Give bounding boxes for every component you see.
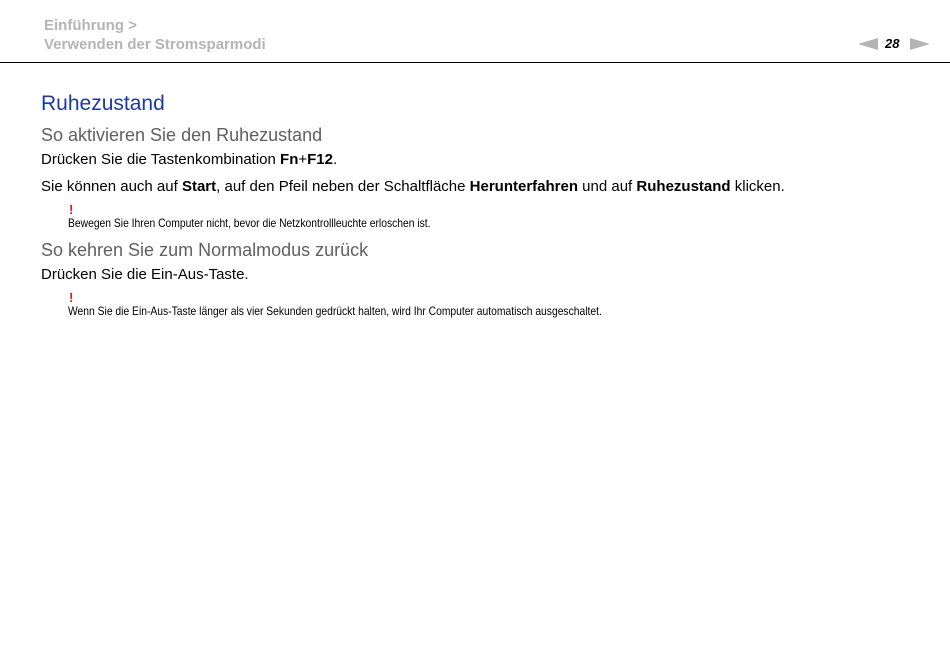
triangle-left-icon[interactable] <box>858 38 878 50</box>
warning-note <box>68 292 921 319</box>
warning-note <box>68 204 921 231</box>
instruction-key-combo <box>41 150 921 169</box>
warning-text: Wenn Sie die Ein-Aus-Taste länger als vier Sekunden gedrückt halten, wird Ihr Computer automatisch ausgeschaltet. <box>68 304 602 318</box>
text: Drücken Sie die Tastenkombination <box>41 151 281 168</box>
term-hibernate: Ruhezustand <box>636 178 731 195</box>
exclamation-icon: ! <box>69 290 74 305</box>
instruction-power-button: Drücken Sie die Ein-Aus-Taste. <box>41 266 249 283</box>
term-shutdown: Herunterfahren <box>469 178 579 195</box>
header-divider <box>0 62 950 63</box>
term-start: Start <box>181 178 217 195</box>
main-content <box>41 91 921 327</box>
subsection-heading-activate: So aktivieren Sie den Ruhezustand <box>41 125 323 145</box>
section-title: Ruhezustand <box>41 92 165 115</box>
page-number: 28 <box>885 36 900 51</box>
key-f12: F12 <box>307 151 333 168</box>
text: Sie können auch auf <box>41 178 182 195</box>
page-navigation <box>856 37 936 53</box>
instruction-start-menu <box>41 177 921 196</box>
subsection-heading-resume: So kehren Sie zum Normalmodus zurück <box>41 240 369 260</box>
page-header <box>0 0 950 63</box>
triangle-right-icon[interactable] <box>910 38 930 50</box>
breadcrumb <box>44 16 266 54</box>
exclamation-icon: ! <box>69 202 74 217</box>
key-fn: Fn <box>280 151 299 168</box>
text: klicken. <box>730 178 785 195</box>
text: . <box>332 151 338 168</box>
breadcrumb-parent-link[interactable]: Einführung > <box>44 17 137 34</box>
breadcrumb-current[interactable]: Verwenden der Stromsparmodi <box>44 36 266 53</box>
text: , auf den Pfeil neben der Schaltfläche <box>216 178 470 195</box>
text: und auf <box>578 178 637 195</box>
warning-text: Bewegen Sie Ihren Computer nicht, bevor die Netzkontrollleuchte erloschen ist. <box>68 216 431 230</box>
plus-sign: + <box>298 151 308 168</box>
